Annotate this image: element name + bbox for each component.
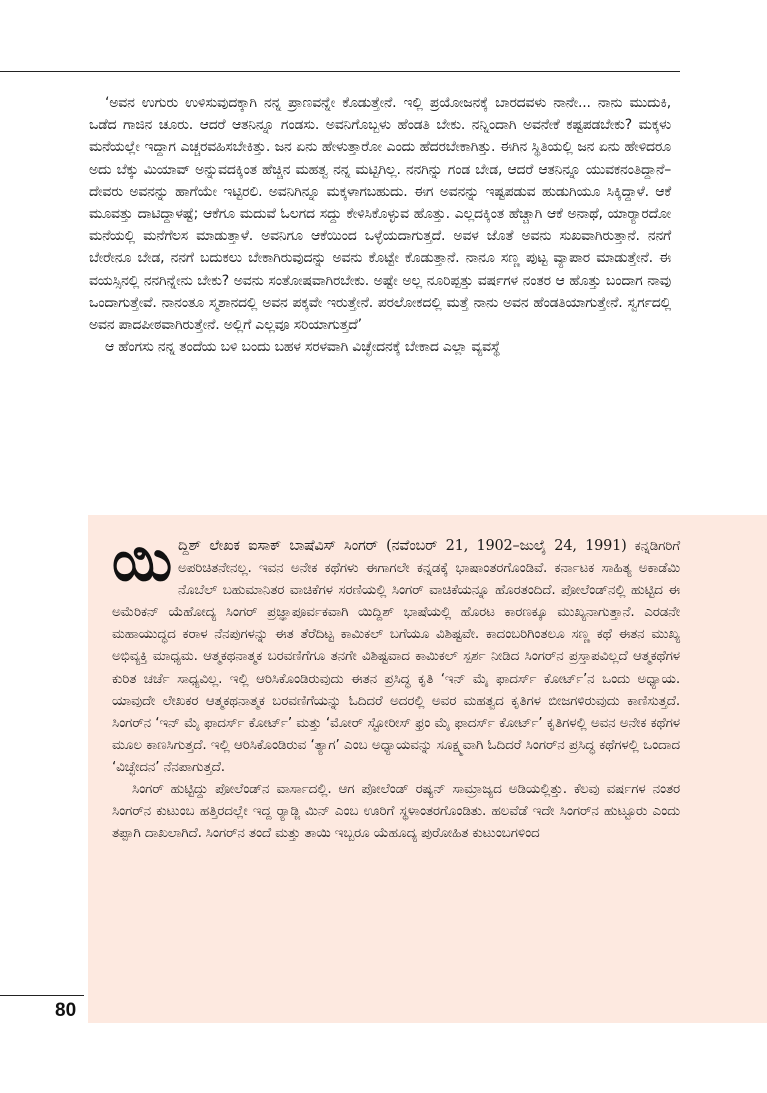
intro-paragraph-rest: ಕನ್ನಡಿಗರಿಗೆ ಅಪರಿಚಿತನೇನಲ್ಲ. ಇವನ ಅನೇಕ ಕಥೆಗಳು ಈಗಾಗಲೇ ಕನ್ನಡಕ್ಕೆ ಭಾಷಾಂತರಗೊಂಡಿವೆ. ಕರ್ನಾಟಕ ಸಾಹಿತ್ಯ ಅಕಾಡೆಮಿ ನೊಬೆಲ್ ಬಹುಮಾನಿತರ ವಾಚಿಕೆಗಳ ಸರಣಿಯಲ್ಲಿ ಸಿಂಗರ್ ವಾಚಿಕೆಯನ್ನೂ ಹೊರತಂದಿದೆ. ಪೋಲೆಂಡ್‌ನಲ್ಲಿ ಹುಟ್ಟಿದ ಈ ಅಮೆರಿಕನ್ ಯೆಹೋದ್ಯ ಸಿಂಗರ್ ಪ್ರಜ್ಞಾಪೂರ್ವಕವಾಗಿ ಯಿದ್ದಿಶ್ ಭಾಷೆಯಲ್ಲಿ ಹೊರಟ ಕಾರಣಕ್ಕೂ ಮುಖ್ಯನಾಗುತ್ತಾನೆ. ಎರಡನೇ ಮಹಾಯುದ್ಧದ ಕರಾಳ ನೆನಪುಗಳನ್ನು ಈತ ತೆರೆದಿಟ್ಟ ಕಾಮಿಕಲ್ ಬಗೆಯೂ ವಿಶಿಷ್ಟವೇ. ಕಾದಂಬರಿಗಿಂತಲೂ ಸಣ್ಣ ಕಥೆ ಈತನ ಮುಖ್ಯ ಅಭಿವ್ಯಕ್ತಿ ಮಾಧ್ಯಮ. ಆತ್ಮಕಥನಾತ್ಮಕ ಬರವಣಿಗೆಗೂ ತನಗೇ ವಿಶಿಷ್ಟವಾದ ಕಾಮಿಕಲ್ ಸ್ಪರ್ಶ ನೀಡಿದ ಸಿಂಗರ್‌ನ ಪ್ರಸ್ತಾಪವಿಲ್ಲದೆ ಆತ್ಮಕಥೆಗಳ ಕುರಿತ ಚರ್ಚೆ ಸಾಧ್ಯವಿಲ್ಲ. ಇಲ್ಲಿ ಆರಿಸಿಕೊಂಡಿರುವುದು ಈತನ ಪ್ರಸಿದ್ಧ ಕೃತಿ ‘ಇನ್ ಮೈ ಫಾದರ್ಸ್ ಕೋರ್ಟ್’ನ ಒಂದು ಅಧ್ಯಾಯ. ಯಾವುದೇ ಲೇಖಕರ ಆತ್ಮಕಥನಾತ್ಮಕ ಬರವಣಿಗೆಯನ್ನು ಓದಿದರೆ ಅದರಲ್ಲಿ ಅವರ ಮಹತ್ವದ ಕೃತಿಗಳ ಬೀಜಗಳಿರುವುದು ಕಾಣಿಸುತ್ತದೆ. ಸಿಂಗರ್‌ನ ‘ಇನ್ ಮೈ ಫಾದರ್ಸ್ ಕೋರ್ಟ್’ ಮತ್ತು ‘ಮೋರ್ ಸ್ಟೋರೀಸ್ ಫ್ರಂ ಮೈ ಫಾದರ್ಸ್ ಕೋರ್ಟ್’ ಕೃತಿಗಳಲ್ಲಿ ಅವನ ಅನೇಕ ಕಥೆಗಳ ಮೂಲ ಕಾಣಸಿಗುತ್ತದೆ. ಇಲ್ಲಿ ಆರಿಸಿಕೊಂಡಿರುವ ‘ತ್ಯಾಗ’ ಎಂಬ ಅಧ್ಯಾಯವನ್ನು ಸೂಕ್ಷ್ಮವಾಗಿ ಓದಿದರೆ ಸಿಂಗರ್‌ನ ಪ್ರಸಿದ್ಧ ಕಥೆಗಳಲ್ಲಿ ಒಂದಾದ ‘ವಿಚ್ಛೇದನ’ ನೆನಪಾಗುತ್ತದೆ.	[112, 538, 680, 775]
page-number: 80	[55, 1000, 77, 1021]
intro-first-lines: ದ್ದಿಶ್ ಲೇಖಕ ಐಸಾಕ್ ಬಾಷೆವಿಸ್ ಸಿಂಗರ್ (ನವೆಂಬರ್ 21, 1902–ಜುಲೈ 24, 1991)	[177, 538, 627, 554]
story-paragraph: ‘ಅವನ ಉಗುರು ಉಳಿಸುವುದಕ್ಕಾಗಿ ನನ್ನ ಪ್ರಾಣವನ್ನೇ ಕೊಡುತ್ತೇನೆ. ಇಲ್ಲಿ ಪ್ರಯೋಜನಕ್ಕೆ ಬಾರದವಳು ನಾನೇ... ನಾನು ಮುದುಕಿ, ಒಡೆದ ಗಾಜಿನ ಚೂರು. ಆದರೆ ಆತನಿನ್ನೂ ಗಂಡಸು. ಅವನಿಗೊಬ್ಬಳು ಹೆಂಡತಿ ಬೇಕು. ನನ್ನಿಂದಾಗಿ ಅವನೇಕೆ ಕಷ್ಟಪಡಬೇಕು? ಮಕ್ಕಳು ಮನೆಯಲ್ಲೇ ಇದ್ದಾಗ ಎಚ್ಚರವಹಿಸಬೇಕಿತ್ತು. ಜನ ಏನು ಹೇಳುತ್ತಾರೋ ಎಂದು ಹೆದರಬೇಕಾಗಿತ್ತು. ಈಗಿನ ಸ್ಥಿತಿಯಲ್ಲಿ ಜನ ಏನು ಹೇಳಿದರೂ ಅದು ಬೆಕ್ಕು ಮಿಯಾವ್ ಅನ್ನುವದಕ್ಕಿಂತ ಹೆಚ್ಚಿನ ಮಹತ್ವ ನನ್ನ ಮಟ್ಟಿಗಿಲ್ಲ. ನನಗಿನ್ನು ಗಂಡ ಬೇಡ, ಆದರೆ ಆತನಿನ್ನೂ ಯುವಕನಂತಿದ್ದಾನೆ– ದೇವರು ಅವನನ್ನು ಹಾಗೆಯೇ ಇಟ್ಟಿರಲಿ. ಅವನಿಗಿನ್ನೂ ಮಕ್ಕಳಾಗಬಹುದು. ಈಗ ಅವನನ್ನು ಇಷ್ಟಪಡುವ ಹುಡುಗಿಯೂ ಸಿಕ್ಕಿದ್ದಾಳೆ. ಆಕೆ ಮೂವತ್ತು ದಾಟಿದ್ದಾಳಷ್ಟೆ; ಆಕೆಗೂ ಮದುವೆ ಓಲಗದ ಸದ್ದು ಕೇಳಿಸಿಕೊಳ್ಳುವ ಹೊತ್ತು. ಎಲ್ಲದಕ್ಕಿಂತ ಹೆಚ್ಚಾಗಿ ಆಕೆ ಅನಾಥೆ, ಯಾರ್‍ಯಾರದೋ ಮನೆಯಲ್ಲಿ ಮನೆಗೆಲಸ ಮಾಡುತ್ತಾಳೆ. ಅವನಿಗೂ ಆಕೆಯಿಂದ ಒಳ್ಳೆಯದಾಗುತ್ತದೆ. ಅವಳ ಜೊತೆ ಅವನು ಸುಖವಾಗಿರುತ್ತಾನೆ. ನನಗೆ ಬೇರೇನೂ ಬೇಡ, ನನಗೆ ಬದುಕಲು ಬೇಕಾಗಿರುವುದನ್ನು ಅವನು ಕೊಟ್ಟೇ ಕೊಡುತ್ತಾನೆ. ನಾನೂ ಸಣ್ಣ ಪುಟ್ಟ ವ್ಯಾಪಾರ ಮಾಡುತ್ತೇನೆ. ಈ ವಯಸ್ಸಿನಲ್ಲಿ ನನಗಿನ್ನೇನು ಬೇಕು? ಅವನು ಸಂತೋಷವಾಗಿರಬೇಕು. ಅಷ್ಟೇ ಅಲ್ಲ ನೂರಿಪ್ಪತ್ತು ವರ್ಷಗಳ ನಂತರ ಆ ಹೊತ್ತು ಬಂದಾಗ ನಾವು ಒಂದಾಗುತ್ತೇವೆ. ನಾನಂತೂ ಸ್ಮಶಾನದಲ್ಲಿ ಅವನ ಪಕ್ಕವೇ ಇರುತ್ತೇನೆ. ಪರಲೋಕದಲ್ಲಿ ಮತ್ತೆ ನಾನು ಅವನ ಹೆಂಡತಿಯಾಗುತ್ತೇನೆ. ಸ್ವರ್ಗದಲ್ಲಿ ಅವನ ಪಾದಪೀಠವಾಗಿರುತ್ತೇನೆ. ಅಲ್ಲಿಗೆ ಎಲ್ಲವೂ ಸರಿಯಾಗುತ್ತದೆ’	[89, 95, 672, 334]
page-number-rule	[0, 995, 84, 996]
author-intro-box	[88, 515, 767, 1023]
author-intro-text	[112, 528, 680, 844]
top-rule	[0, 71, 680, 72]
story-text	[89, 92, 671, 358]
drop-cap: ಯಿ	[112, 528, 172, 594]
intro-paragraph-2: ಸಿಂಗರ್ ಹುಟ್ಟಿದ್ದು ಪೋಲೆಂಡ್‌ನ ವಾರ್ಸಾದಲ್ಲಿ. ಆಗ ಪೋಲೆಂಡ್ ರಷ್ಯನ್ ಸಾಮ್ರಾಜ್ಯದ ಅಡಿಯಲ್ಲಿತ್ತು. ಕೆಲವು ವರ್ಷಗಳ ನಂತರ ಸಿಂಗರ್‌ನ ಕುಟುಂಬ ಹತ್ತಿರದಲ್ಲೇ ಇದ್ದ ರ್‍ಯಾಡ್ಜಿ ಮಿನ್ ಎಂಬ ಊರಿಗೆ ಸ್ಥಳಾಂತರಗೊಂಡಿತು. ಹಲವೆಡೆ ಇದೇ ಸಿಂಗರ್‌ನ ಹುಟ್ಟೂರು ಎಂದು ತಪ್ಪಾಗಿ ದಾಖಲಾಗಿದೆ. ಸಿಂಗರ್‌ನ ತಂದೆ ಮತ್ತು ತಾಯಿ ಇಬ್ಬರೂ ಯೆಹೂದ್ಯ ಪುರೋಹಿತ ಕುಟುಂಬಗಳಿಂದ	[112, 781, 680, 842]
story-paragraph: ಆ ಹೆಂಗಸು ನನ್ನ ತಂದೆಯ ಬಳಿ ಬಂದು ಬಹಳ ಸರಳವಾಗಿ ವಿಚ್ಛೇದನಕ್ಕೆ ಬೇಕಾದ ಎಲ್ಲಾ ವ್ಯವಸ್ಥೆ	[105, 339, 501, 356]
intro-paragraph	[112, 528, 680, 778]
